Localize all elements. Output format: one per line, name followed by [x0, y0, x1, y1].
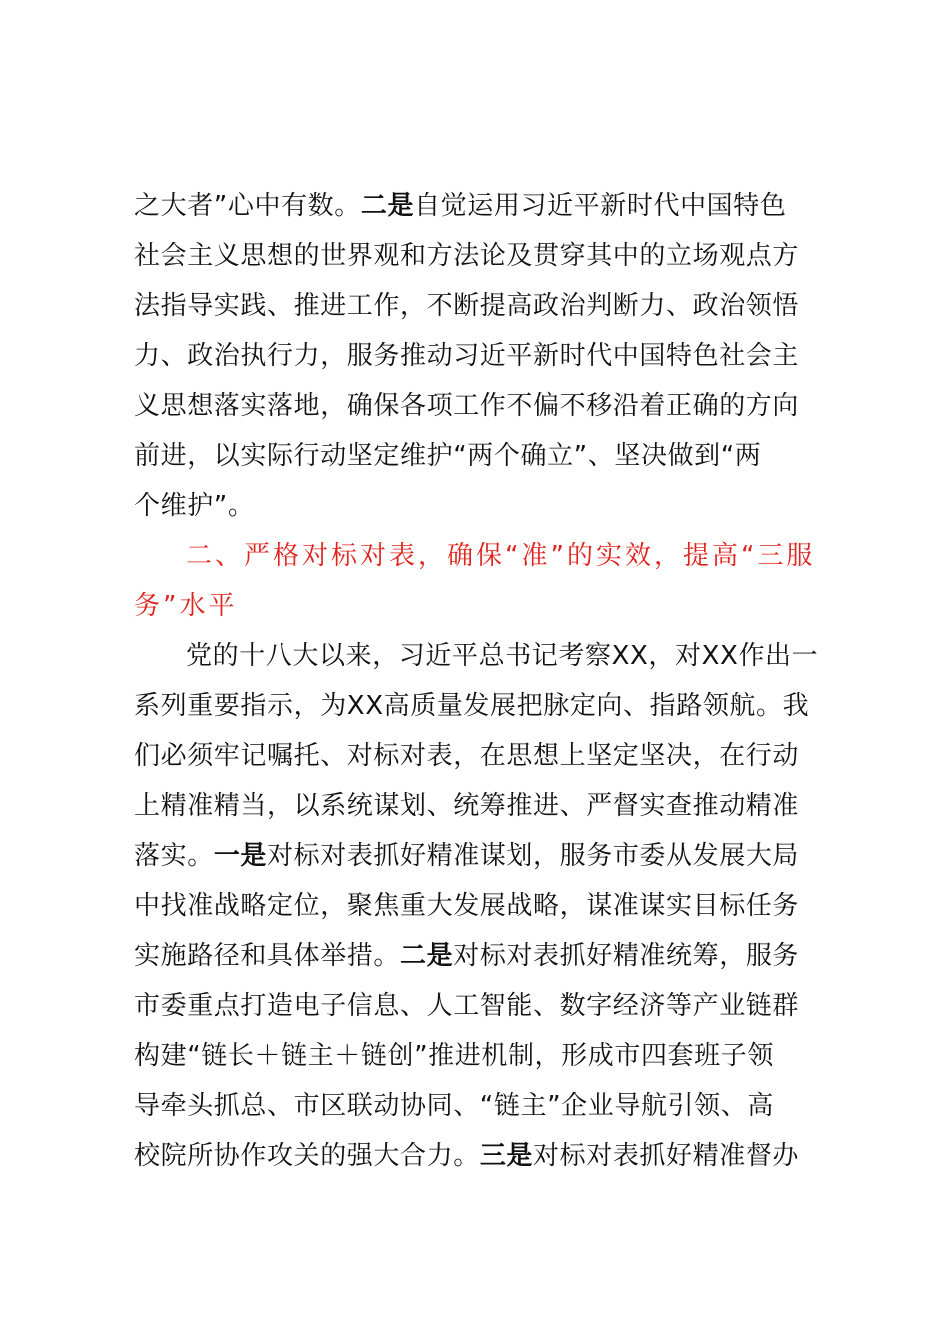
paragraph2-line-9: 构建“链长＋链主＋链创”推进机制，形成市四套班子领	[134, 1041, 774, 1071]
paragraph2-line-2: 系列重要指示，为XX高质量发展把脉定向、指路领航。我	[134, 691, 810, 721]
bold-lead: 二是	[360, 191, 415, 221]
bold-lead: 二是	[400, 941, 454, 971]
text-run: 实施路径和具体举措。	[134, 941, 401, 971]
text-run: 校院所协作攻关的强大合力。	[134, 1141, 480, 1171]
paragraph2-line-10: 导牵头抓总、市区联动协同、“链主”企业导航引领、高	[134, 1091, 774, 1121]
text-run: 对标对表抓好精准统筹，服务	[453, 941, 800, 971]
bold-lead: 一是	[213, 841, 268, 871]
paragraph1-line-5: 义思想落实落地，确保各项工作不偏不移沿着正确的方向	[134, 391, 800, 421]
paragraph2-line-6: 中找准战略定位，聚焦重大发展战略，谋准谋实目标任务	[134, 891, 800, 921]
paragraph2-line-7	[134, 931, 834, 981]
paragraph2-line-5	[134, 831, 834, 881]
paragraph2-line-1: 党的十八大以来，习近平总书记考察XX，对XX作出一	[186, 641, 819, 671]
paragraph1-line-4: 力、政治执行力，服务推动习近平新时代中国特色社会主	[134, 341, 800, 371]
paragraph2-line-3: 们必须牢记嘱托、对标对表，在思想上坚定坚决，在行动	[134, 741, 800, 771]
section-heading-line-2: 务”水平	[134, 591, 238, 621]
text-run: 之大者”心中有数。	[134, 191, 361, 221]
paragraph2-line-8: 市委重点打造电子信息、人工智能、数字经济等产业链群	[134, 991, 800, 1021]
section-heading-line-1: 二、严格对标对表，确保“准”的实效，提高“三服	[186, 541, 816, 571]
text-run: 自觉运用习近平新时代中国特色	[414, 191, 787, 221]
paragraph2-line-11	[134, 1131, 834, 1181]
text-run: 落实。	[134, 841, 214, 871]
paragraph1-line-3: 法指导实践、推进工作，不断提高政治判断力、政治领悟	[134, 291, 800, 321]
text-run: 对标对表抓好精准谋划，服务市委从发展大局	[267, 841, 800, 871]
paragraph1-line-6: 前进，以实际行动坚定维护“两个确立”、坚决做到“两	[134, 441, 762, 471]
paragraph1-line-1	[134, 181, 834, 231]
text-run: 对标对表抓好精准督办	[533, 1141, 800, 1171]
paragraph1-line-7: 个维护”。	[134, 491, 255, 521]
bold-lead: 三是	[479, 1141, 534, 1171]
paragraph2-line-4: 上精准精当，以系统谋划、统筹推进、严督实查推动精准	[134, 791, 800, 821]
paragraph1-line-2: 社会主义思想的世界观和方法论及贯穿其中的立场观点方	[134, 241, 800, 271]
